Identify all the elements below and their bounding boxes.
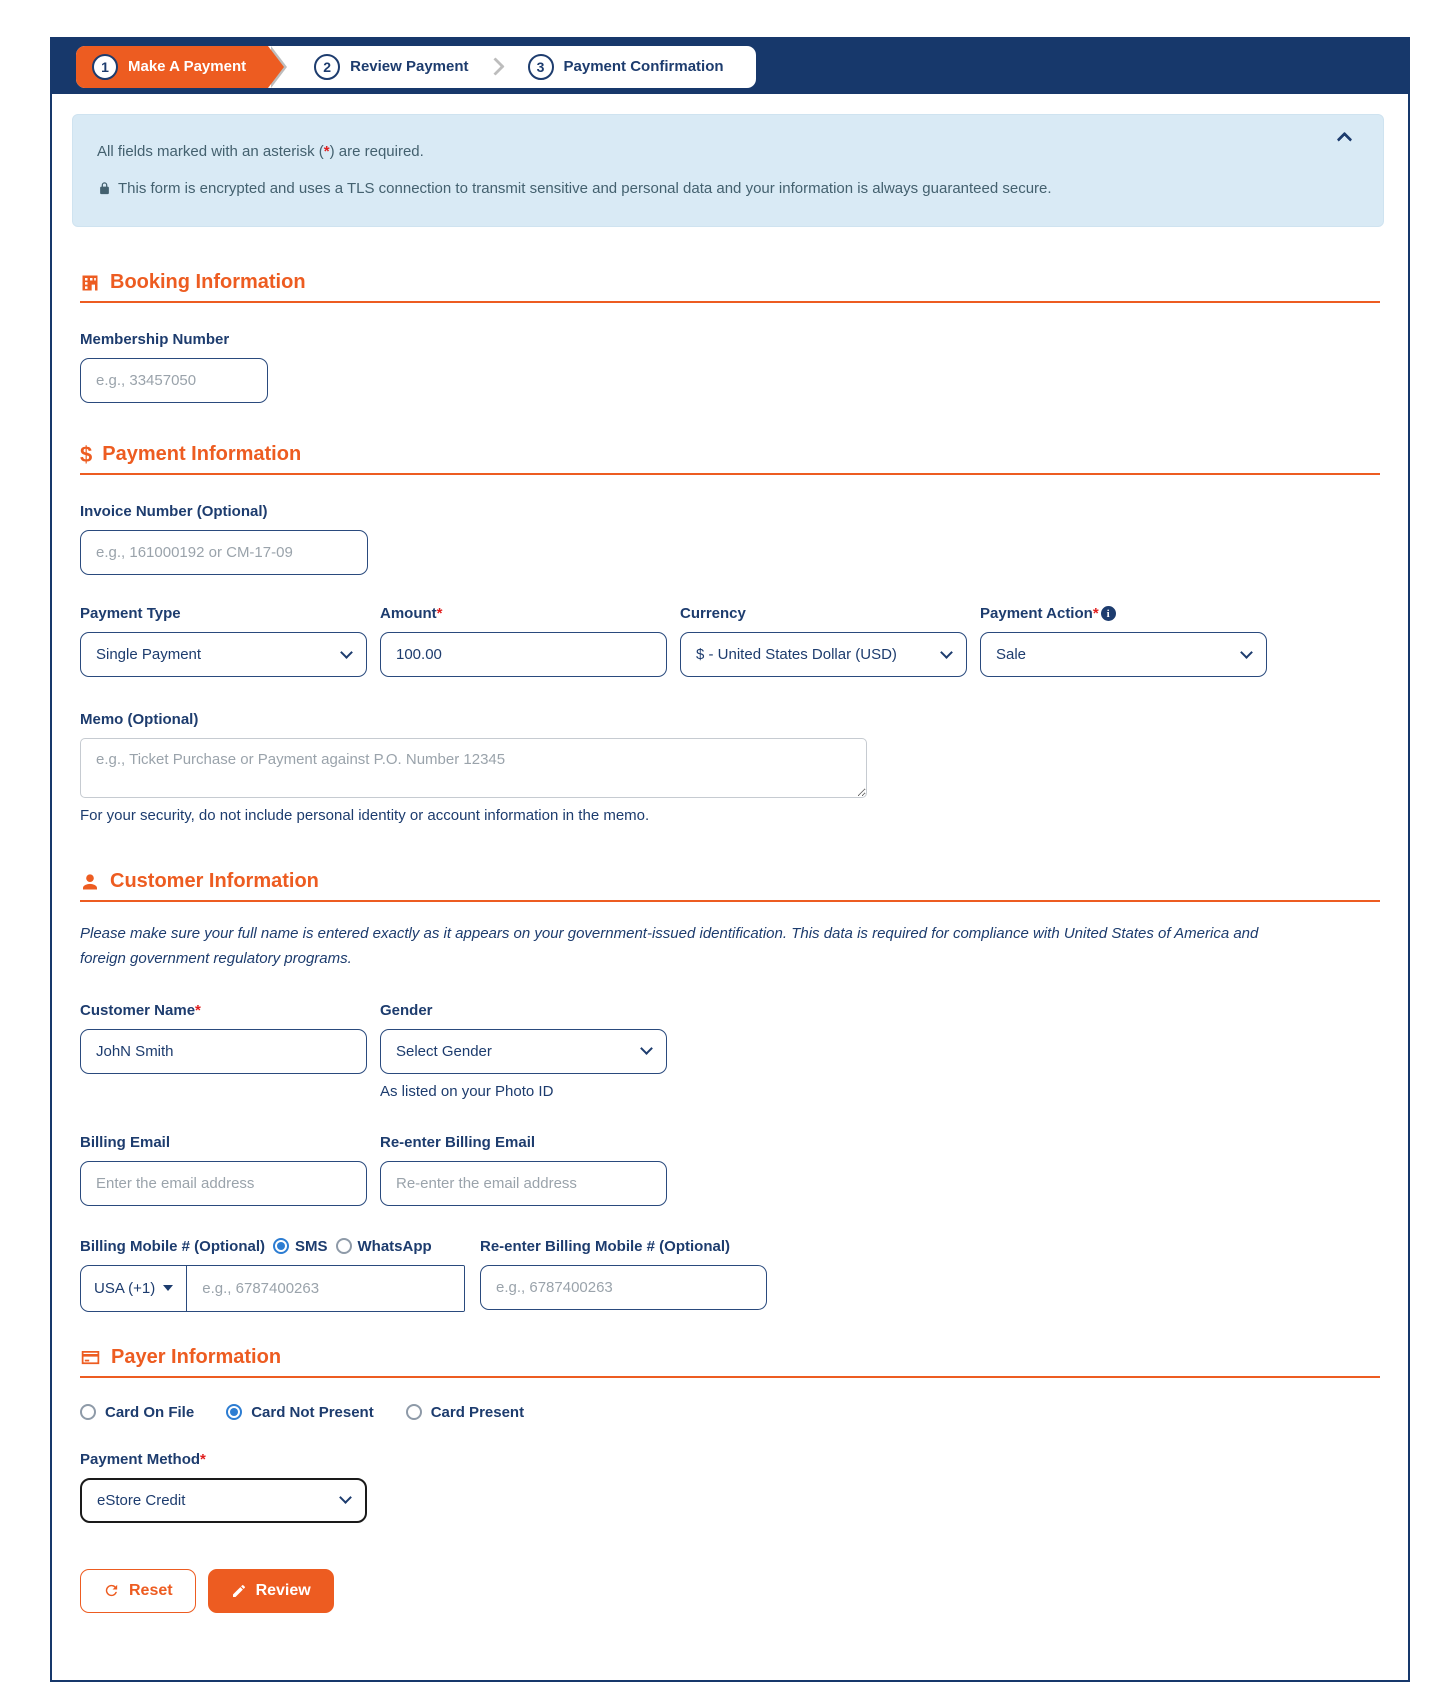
stepper-bar <box>52 39 1408 94</box>
reset-button-label: Reset <box>129 1581 173 1599</box>
sms-radio-label: SMS <box>295 1237 328 1255</box>
payment-type-select[interactable] <box>80 632 367 677</box>
membership-number-label: Membership Number <box>80 331 230 348</box>
chevron-right-separator-icon <box>486 57 504 75</box>
step-review-payment[interactable] <box>298 46 484 88</box>
payment-action-value: Sale <box>996 646 1027 663</box>
reenter-billing-mobile-input[interactable] <box>480 1265 767 1310</box>
payer-section-title: Payer Information <box>111 1345 282 1368</box>
customer-section-header <box>80 870 1380 902</box>
asterisk-marker: * <box>1092 605 1099 622</box>
gender-hint: As listed on your Photo ID <box>380 1082 554 1100</box>
payment-type-label: Payment Type <box>80 605 181 622</box>
refresh-icon <box>103 1582 120 1599</box>
card-on-file-option[interactable] <box>80 1404 194 1421</box>
banner-collapse-button[interactable] <box>1331 127 1357 147</box>
currency-value: $ - United States Dollar (USD) <box>696 646 897 663</box>
whatsapp-radio[interactable] <box>336 1238 352 1254</box>
whatsapp-radio-label: WhatsApp <box>357 1237 432 1255</box>
currency-label: Currency <box>680 605 746 622</box>
memo-textarea[interactable] <box>80 738 867 798</box>
gender-label: Gender <box>380 1001 433 1019</box>
amount-label: Amount * <box>380 605 443 622</box>
chevron-down-icon <box>940 646 953 659</box>
person-icon <box>80 872 100 892</box>
payment-action-select[interactable] <box>980 632 1267 677</box>
payment-method-value: eStore Credit <box>97 1491 186 1509</box>
payment-method-select[interactable] <box>80 1478 367 1523</box>
card-present-label: Card Present <box>430 1403 525 1421</box>
step-1-number: 1 <box>92 54 118 80</box>
caret-down-icon <box>163 1285 173 1291</box>
step-2-number: 2 <box>314 54 340 80</box>
step-3-number: 3 <box>528 54 554 80</box>
chevron-down-icon <box>640 1042 653 1055</box>
payment-section-title: Payment Information <box>102 443 302 465</box>
membership-number-input[interactable] <box>80 358 268 403</box>
form-main <box>52 271 1408 1653</box>
country-code-select[interactable] <box>81 1266 187 1311</box>
invoice-number-input[interactable] <box>80 530 368 575</box>
payment-section-header <box>80 443 1380 475</box>
reset-button[interactable] <box>80 1569 196 1613</box>
payment-form-page <box>50 37 1410 1682</box>
step-payment-confirmation[interactable] <box>512 46 740 88</box>
step-make-a-payment[interactable] <box>76 46 268 88</box>
booking-section-header <box>80 271 1380 303</box>
card-not-present-label: Card Not Present <box>251 1403 374 1421</box>
stepper <box>76 46 756 88</box>
reenter-billing-mobile-label: Re-enter Billing Mobile # (Optional) <box>480 1237 731 1255</box>
payment-method-label: Payment Method * <box>80 1450 206 1468</box>
dollar-icon: $ <box>80 441 93 467</box>
customer-section-title: Customer Information <box>110 870 319 892</box>
asterisk-marker: * <box>195 1001 201 1019</box>
whatsapp-radio-option[interactable] <box>336 1238 432 1255</box>
payment-action-label: Payment Action * i <box>980 605 1267 622</box>
billing-mobile-group <box>80 1265 465 1312</box>
chevron-down-icon <box>340 646 353 659</box>
billing-mobile-input[interactable] <box>187 1266 464 1311</box>
building-icon <box>80 273 100 293</box>
review-button[interactable] <box>208 1569 334 1613</box>
customer-name-label: Customer Name * <box>80 1001 201 1019</box>
lock-icon <box>97 181 112 202</box>
card-on-file-radio[interactable] <box>80 1404 96 1420</box>
review-button-label: Review <box>255 1581 311 1599</box>
asterisk-marker: * <box>200 1450 206 1468</box>
sms-radio[interactable] <box>273 1238 289 1254</box>
gender-value: Select Gender <box>396 1042 492 1060</box>
reenter-billing-email-input[interactable] <box>380 1161 667 1206</box>
memo-label: Memo (Optional) <box>80 711 199 728</box>
info-banner <box>72 114 1384 227</box>
encryption-note: This form is encrypted and uses a TLS connection to transmit sensitive and personal data and your information is always guaranteed secure. <box>97 178 1323 202</box>
currency-select[interactable] <box>680 632 967 677</box>
billing-email-input[interactable] <box>80 1161 367 1206</box>
chevron-up-icon <box>1336 132 1352 148</box>
credit-card-icon <box>80 1347 101 1368</box>
billing-mobile-label: Billing Mobile # (Optional) SMS WhatsApp <box>80 1237 432 1255</box>
required-fields-note: All fields marked with an asterisk (*) are required. <box>97 143 424 160</box>
billing-email-label: Billing Email <box>80 1133 171 1151</box>
info-icon[interactable]: i <box>1101 606 1116 621</box>
invoice-number-label: Invoice Number (Optional) <box>80 503 268 520</box>
card-on-file-label: Card On File <box>105 1403 195 1421</box>
payment-type-value: Single Payment <box>96 646 202 663</box>
chevron-down-icon <box>339 1491 352 1504</box>
customer-name-input[interactable] <box>80 1029 367 1074</box>
pencil-icon <box>231 1583 247 1599</box>
booking-section-title: Booking Information <box>110 271 306 293</box>
step-2-label: Review Payment <box>350 58 469 75</box>
card-present-option[interactable] <box>406 1404 524 1421</box>
memo-hint: For your security, do not include personal identity or account information in the memo. <box>80 807 650 824</box>
amount-input[interactable] <box>380 632 667 677</box>
asterisk-marker: * <box>323 143 330 160</box>
customer-compliance-notice: Please make sure your full name is entered exactly as it appears on your government-issued identification. This data is required for compliance with United States of America and foreign government regulatory programs. <box>80 925 1259 967</box>
card-not-present-option[interactable] <box>226 1404 374 1421</box>
chevron-down-icon <box>1240 646 1253 659</box>
step-3-label: Payment Confirmation <box>563 58 724 75</box>
asterisk-marker: * <box>436 605 443 622</box>
card-present-radio[interactable] <box>406 1404 422 1420</box>
card-not-present-radio[interactable] <box>226 1404 242 1420</box>
gender-select[interactable] <box>380 1029 667 1074</box>
sms-radio-option[interactable] <box>273 1238 328 1255</box>
country-code-value: USA (+1) <box>94 1279 156 1297</box>
payer-section-header <box>80 1346 1380 1378</box>
step-1-label: Make A Payment <box>128 58 247 75</box>
reenter-billing-email-label: Re-enter Billing Email <box>380 1133 536 1151</box>
